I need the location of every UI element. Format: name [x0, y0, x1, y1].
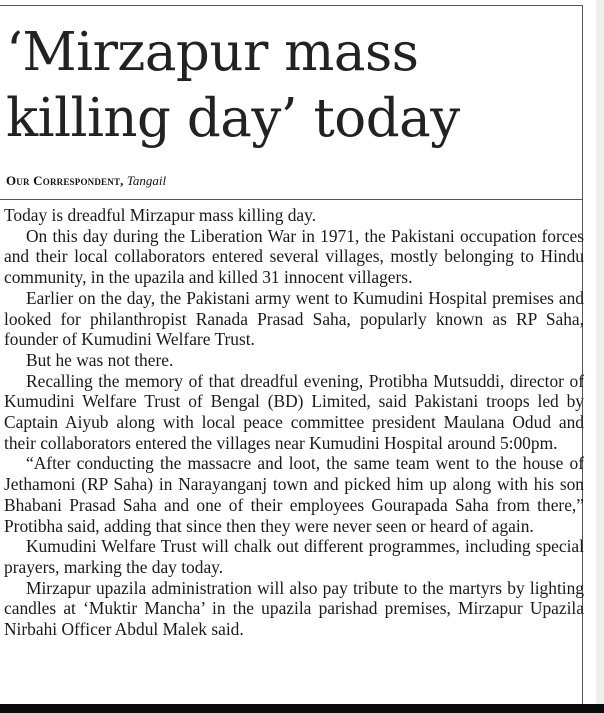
headline-line-1: ‘Mirzapur mass	[6, 22, 419, 83]
byline-location: Tangail	[126, 173, 167, 188]
byline-author: Our Correspondent,	[6, 173, 124, 188]
top-border-rule	[0, 5, 582, 6]
article-paragraph: Earlier on the day, the Pakistani army went to Kumudini Hospital premises and looked for philanthropist Ranada Prasad Saha, popularly known as RP Saha, founder of Kumudini Welfare Trust.	[4, 287, 584, 350]
article-paragraph: Today is dreadful Mirzapur mass killing day.	[4, 205, 317, 225]
article-paragraph: Mirzapur upazila administration will also pay tribute to the martyrs by lighting candles at ‘Muktir Mancha’ in the upazila parishad premises, Mirzapur Upazila Nirbahi Officer Abdul Malek said.	[4, 577, 584, 640]
byline	[6, 173, 166, 189]
headline	[6, 20, 582, 152]
headline-line-2: killing day’ today	[6, 88, 460, 149]
article-paragraph: Recalling the memory of that dreadful evening, Protibha Mutsuddi, director of Kumudini Welfare Trust of Bengal (BD) Limited, said Pakistani troops led by Captain Aiyub along with local peace committee president Maulana Odud and their collaborators entered the villages near Kumudini Hospital around 5:00pm.	[4, 370, 584, 453]
article-paragraph: Kumudini Welfare Trust will chalk out different programmes, including special prayers, marking the day today.	[4, 536, 584, 577]
article-body	[4, 205, 584, 640]
scan-bottom-edge	[0, 704, 604, 713]
scan-edge-strip	[596, 0, 604, 704]
byline-divider-rule	[0, 199, 582, 200]
article-paragraph: But he was not there.	[26, 349, 174, 370]
article-paragraph: “After conducting the massacre and loot, the same team went to the house of Jethamoni (RP Saha) in Narayanganj town and picked him up along with his son Bhabani Prasad Saha and one of their employees Gourapada Saha from there,” Protibha said, adding that since then they were never seen or heard of again.	[4, 453, 584, 536]
article-paragraph: On this day during the Liberation War in 1971, the Pakistani occupation forces and their local collaborators entered several villages, mostly belonging to Hindu community, in the upazila and killed 31 innocent villagers.	[4, 225, 584, 288]
